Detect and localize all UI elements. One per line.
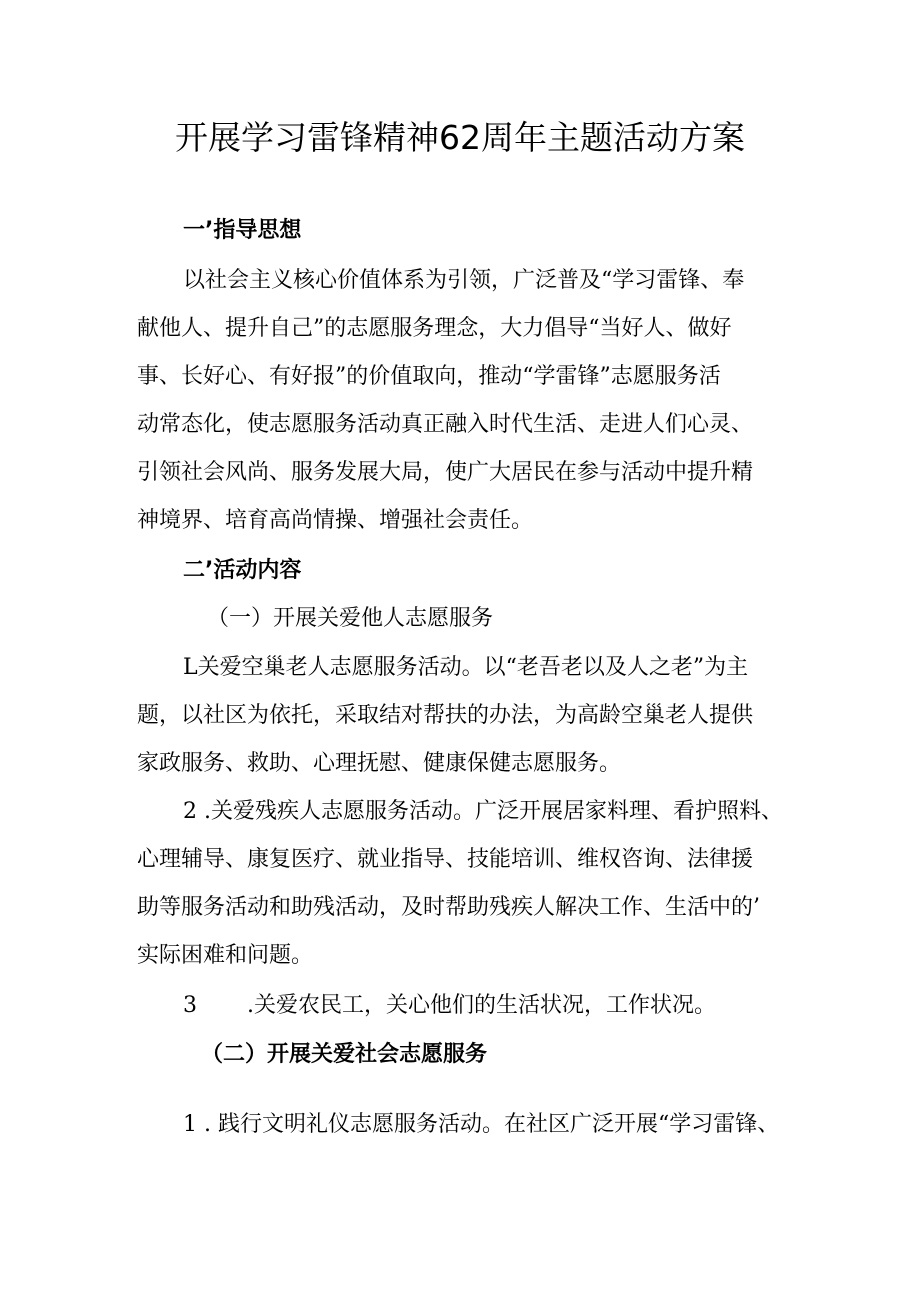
document-title: 开展学习雷锋精神62周年主题活动方案 bbox=[175, 118, 745, 157]
section-heading-guiding-thought: 一’指导思想 bbox=[183, 218, 302, 243]
subsection-heading-care-society: （二）开展关爱社会志愿服务 bbox=[201, 1042, 488, 1067]
list-number: 3 bbox=[183, 993, 197, 1018]
paragraph-line: 事、长好心、有好报”的价值取向，推动“学雷锋”志愿服务活 bbox=[137, 364, 721, 389]
paragraph-line: 神境界、培育高尚情操、增强社会责任。 bbox=[137, 508, 534, 533]
paragraph-line: 助等服务活动和助残活动，及时帮助残疾人解决工作、生活中的’ bbox=[137, 895, 760, 920]
paragraph-line: 家政服务、救助、心理抚慰、健康保健志愿服务。 bbox=[137, 751, 622, 776]
paragraph-line: 动常态化，使志愿服务活动真正融入时代生活、走进人们心灵、 bbox=[137, 412, 754, 437]
paragraph-line: 心理辅导、康复医疗、就业指导、技能培训、维权咨询、法律援 bbox=[137, 847, 754, 872]
paragraph-line: 引领社会风尚、服务发展大局，使广大居民在参与活动中提升精 bbox=[137, 460, 754, 485]
paragraph-line: L关爱空巢老人志愿服务活动。以“老吾老以及人之老”为主 bbox=[183, 655, 749, 680]
section-heading-activity-content: 二’活动内容 bbox=[183, 558, 302, 583]
paragraph-line: 以社会主义核心价值体系为引领，广泛普及“学习雷锋、奉 bbox=[183, 268, 745, 293]
subsection-heading-care-others: （一）开展关爱他人志愿服务 bbox=[207, 606, 494, 631]
paragraph-line: 实际困难和问题。 bbox=[137, 943, 314, 968]
paragraph-line: 献他人、提升自己”的志愿服务理念，大力倡导“当好人、做好 bbox=[137, 316, 732, 341]
paragraph-line: 1 . 践行文明礼仪志愿服务活动。在社区广泛开展“学习雷锋、 bbox=[183, 1112, 780, 1137]
paragraph-line: 2 .关爱残疾人志愿服务活动。广泛开展居家料理、看护照料、 bbox=[183, 799, 783, 824]
paragraph-line: .关爱农民工，关心他们的生活状况，工作状况。 bbox=[247, 993, 716, 1018]
paragraph-line: 题，以社区为依托，采取结对帮扶的办法，为高龄空巢老人提供 bbox=[137, 703, 754, 728]
